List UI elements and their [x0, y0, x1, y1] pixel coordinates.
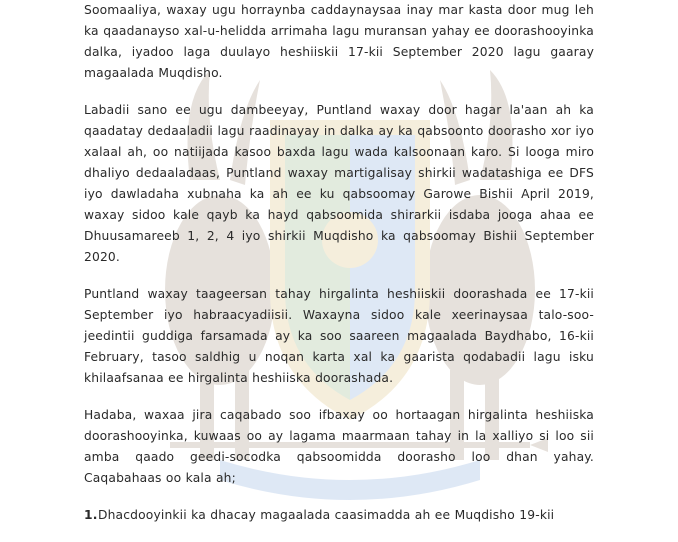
list-item-text: Dhacdooyinkii ka dhacay magaalada caasimadda ah ee Muqdisho 19-kii — [98, 508, 555, 522]
paragraph-support: Puntland waxay taageersan tahay hirgalinta heshiiskii doorashada ee 17-kii September iyo habraacyadiisii. Waxayna sidoo kale xeerinaysaa talo-soo-jeedintii guddiga farsamada ay ka soo saareen magaalada Baydhabo, 16-kii February, tasoo saldhig u noqan karta xal ka gaarista qodabadii lagu isku khilaafsanaa ee hirgalinta heshiiska doorashada. — [84, 287, 594, 385]
list-item-number: 1. — [84, 508, 98, 522]
list-item — [84, 505, 594, 526]
paragraph-obstacles: Hadaba, waxaa jira caqabado soo ifbaxay oo hortaagan hirgalinta heshiiska doorashooyinka, kuwaas oo ay lagama maarmaan tahay in la xalliyo si loo sii amba qaado geedi-socodka qabsoomidda doorasho loo dhan yahay. Caqabahaas oo kala ah; — [84, 408, 594, 485]
document-body — [84, 0, 594, 542]
paragraph-history: Labadii sano ee ugu dambeeyay, Puntland waxay door hagar la'aan ah ka qaadatay dedaaladii lagu raadinayay in dalka ay ka qabsoonto doorasho xor iyo xalaal ah, oo natiijada kasoo baxda lagu wada kalsoonaan karo. Si looga miro dhaliyo dedaaladaas, Puntland waxay martigalisay shirkii wadatashiga ee DFS iyo dawladaha xubnaha ka ah ee ku qabsoomay Garowe Bishii April 2019, waxay sidoo kale qayb ka hayd qabsoomida shirarkii isdaba jooga ahaa ee Dhuusamareeb 1, 2, 4 iyo shirkii Muqdisho ka qabsoomay Bishii September 2020. — [84, 103, 594, 264]
paragraph-intro: Soomaaliya, waxay ugu horraynba caddaynaysaa inay mar kasta door mug leh ka qaadanayso xal-u-helidda arrimaha lagu muransan yahay ee doorashooyinka dalka, iyadoo laga duulayo heshiiskii 17-kii September 2020 lagu gaaray magaalada Muqdisho. — [84, 3, 594, 80]
